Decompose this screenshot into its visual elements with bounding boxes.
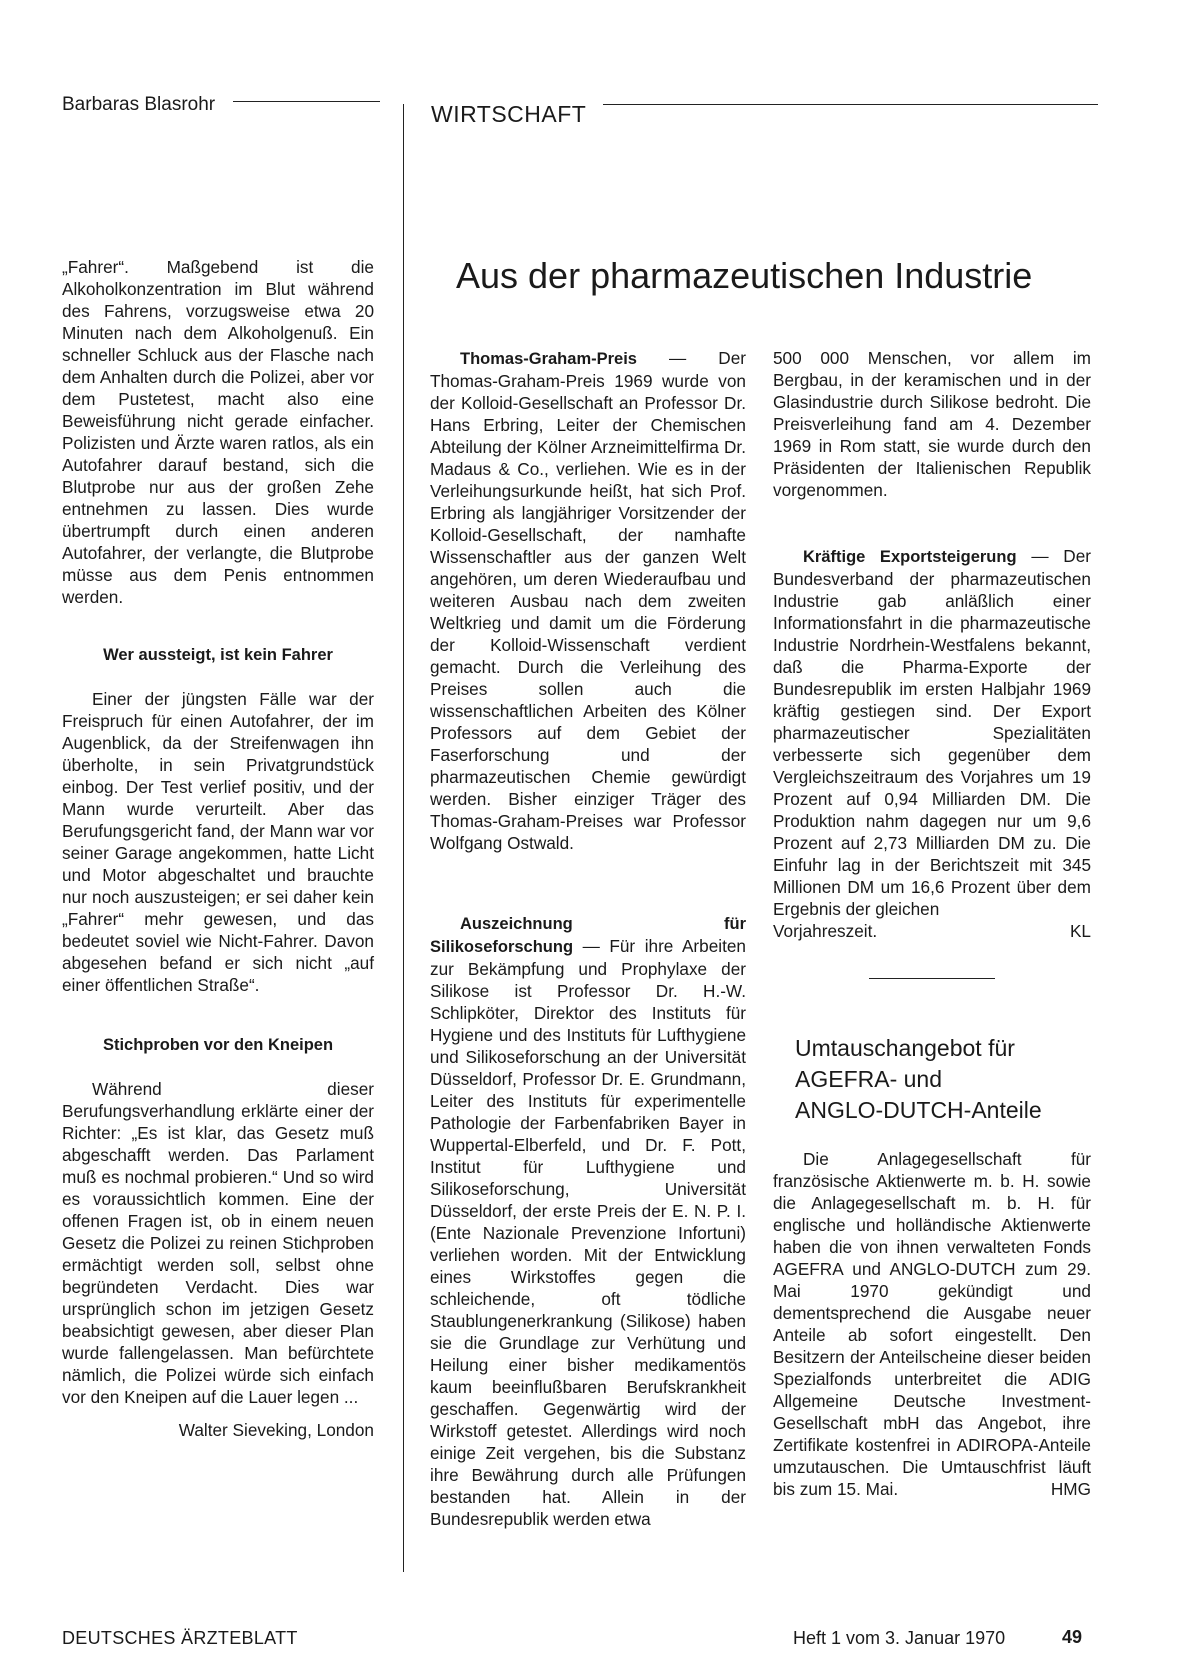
box-title-line-3: ANGLO-DUTCH-Anteile <box>795 1097 1042 1123</box>
journal-name: DEUTSCHES ÄRZTEBLATT <box>62 1628 298 1648</box>
article-silikose-body: — Für ihre Arbeiten zur Bekämpfung und Prophylaxe der Silikose ist Professor Dr. H.-W. Schlipköter, Direktor des Instituts für Hygiene und des Instituts für Lufthygiene und Silikoseforschung an der Universität Düsseldorf, Professor Dr. E. Grundmann, Leiter des Instituts für experimentelle Pathologie der Farbenfabriken Bayer in Wuppertal-Elberfeld, und Dr. F. Pott, Institut für Lufthygiene und Silikoseforschung, Universität Düsseldorf, der erste Preis der E. N. P. I. (Ente Nazionale Prevenzione Infortuni) verliehen worden. Mit der Entwicklung eines Wirkstoffes gegen die schleichende, oft tödliche Staublungenerkrankung (Silikose) haben sie die Grundlage zur Verhütung und Heilung einer bisher medikamentös kaum beeinflußbaren Berufskrankheit geschaffen. Gegenwärtig wird der Wirkstoff getestet. Allerdings wird noch einige Zeit vergehen, bis die Substanz ihre Bewährung durch alle Prüfungen bestanden hat. Allein in der Bundesrepublik werden etwa <box>430 936 746 1529</box>
subheading-stichproben: Stichproben vor den Kneipen <box>102 1036 334 1054</box>
column-divider <box>403 104 404 1572</box>
box-title <box>773 1033 1091 1126</box>
left-column <box>62 256 374 1441</box>
article-export-end: Vorjahreszeit. <box>773 921 878 941</box>
article-silikose-continued: 500 000 Menschen, vor allem im Bergbau, in der keramischen und in der Glasindustrie durch Silikose bedroht. Die Preisverleihung fand am 4. Dezember 1969 in Rom statt, sie wurde durch den Präsidenten der Italienischen Republik vorgenommen. <box>773 348 1091 500</box>
box-title-line-2: AGEFRA- und <box>795 1066 942 1092</box>
author-signature: Walter Sieveking, London <box>178 1420 374 1440</box>
article-silikose <box>430 912 746 1530</box>
page-number: 49 <box>1062 1627 1083 1647</box>
article-export-body: — Der Bundesverband der pharmazeutischen Industrie gab anläßlich einer Informationsfahrt in die pharmazeutische Industrie Nordrhein-Westfalens bekannt, daß die Pharma-Exporte der Bundesrepublik im ersten Halbjahr 1969 kräftig gestiegen sind. Der Export pharmazeutischer Spezialitäten verbesserte sich gegenüber dem Vergleichszeitraum des Vorjahres um 19 Prozent auf 0,94 Milliarden DM. Die Produktion nahm dagegen nur um 9,6 Prozent auf 2,73 Milliarden DM zu. Die Einfuhr lag in der Berichtszeit mit 345 Millionen DM um 16,6 Prozent über dem Ergebnis der gleichen <box>773 546 1092 919</box>
article-export <box>773 545 1091 920</box>
box-body-text: Die Anlagegesellschaft für französische Aktienwerte m. b. H. sowie die Anlagegesellschaft m. b. H. für englische und holländische Aktienwerte haben die von ihnen verwalteten Fonds AGEFRA und ANGLO-DUTCH zum 29. Mai 1970 gekündigt und dementsprechend die Ausgabe neuer Anteile ab sofort eingestellt. Den Besitzern der Anteilscheine dieser beiden Spezialfonds unterbreitet die ADIG Allgemeine Deutsche Investment-Gesellschaft mbH das Angebot, ihre Zertifikate kostenfrei in ADIROPA-Anteile umzutauschen. Die Umtauschfrist läuft bis zum 15. Mai. <box>773 1149 1091 1499</box>
box-title-line-1: Umtauschangebot für <box>795 1035 1015 1061</box>
subheading-export: Kräftige Exportsteigerung <box>803 548 1017 566</box>
subheading-thomas-graham: Thomas-Graham-Preis <box>460 350 637 368</box>
article-title: Aus der pharmazeutischen Industrie <box>456 255 1033 296</box>
running-title-left: Barbaras Blasrohr <box>62 94 216 115</box>
issue-info: Heft 1 vom 3. Januar 1970 <box>793 1628 1006 1648</box>
subheading-fahrer: Wer aussteigt, ist kein Fahrer <box>103 646 333 664</box>
article-thomas-graham <box>430 347 746 854</box>
header-rule-left <box>233 101 380 102</box>
left-paragraph-3: Während dieser Berufungsverhandlung erklärte einer der Richter: „Es ist klar, das Gesetz muß abgeschafft werden. Das Parlament muß es nochmal probieren.“ Und so wird es voraussichtlich kommen. Eine der offenen Fragen ist, ob in einem neuen Gesetz die Polizei zu reinen Stichproben ermächtigt werden soll, selbst ohne begründeten Verdacht. Dies war ursprünglich schon im jetzigen Gesetz beabsichtigt gewesen, aber dieser Plan wurde fallengelassen. Man befürchtete nämlich, die Polizei würde sich einfach vor den Kneipen auf die Lauer legen ... <box>62 1079 374 1407</box>
right-column <box>773 347 1091 1500</box>
subheading-silikose: Auszeichnung für Silikoseforschung <box>430 915 746 956</box>
article-thomas-graham-body: — Der Thomas-Graham-Preis 1969 wurde von der Kolloid-Gesellschaft an Professor Dr. Hans Erbring, Leiter der Chemischen Abteilung der Kölner Arzneimittelfirma Dr. Madaus & Co., verliehen. Wie es in der Verleihungsurkunde heißt, hat sich Prof. Erbring als langjähriger Vorsitzender der Kolloid-Gesellschaft, der namhafte Wissenschaftler aus der ganzen Welt angehören, um deren Wiederaufbau und weiteren Ausbau nach dem zweiten Weltkrieg und damit um die Förderung der Kolloid-Wissenschaft verdient gemacht. Durch die Verleihung des Preises sollen auch die wissenschaftlichen Arbeiten des Kölner Professors auf dem Gebiet der Faserforschung und der pharmazeutischen Chemie gewürdigt werden. Bisher einziger Träger des Thomas-Graham-Preises war Professor Wolfgang Ostwald. <box>430 348 746 853</box>
article-export-last-line <box>773 920 1091 942</box>
section-separator <box>869 978 995 979</box>
article-export-signature: KL <box>1069 921 1091 941</box>
box-signature: HMG <box>1050 1479 1091 1499</box>
middle-column <box>430 347 746 1530</box>
header-rule-right <box>603 104 1098 105</box>
left-paragraph-1: „Fahrer“. Maßgebend ist die Alkoholkonzentration im Blut während des Fahrens, vorzugsweise etwa 20 Minuten nach dem Alkoholgenuß. Ein schneller Schluck aus der Flasche nach dem Anhalten durch die Polizei, aber vor dem Pustetest, macht also eine Beweisführung nicht gerade einfacher. Polizisten und Ärzte waren ratlos, als ein Autofahrer darauf bestand, sich die Blutprobe nur aus der großen Zehe entnehmen zu lassen. Dies wurde übertrumpft durch einen anderen Autofahrer, der verlangte, die Blutprobe müsse aus dem Penis entnommen werden. <box>62 257 374 607</box>
box-body <box>773 1148 1091 1500</box>
section-heading: WIRTSCHAFT <box>431 101 587 127</box>
left-paragraph-2: Einer der jüngsten Fälle war der Freispruch für einen Autofahrer, der im Augenblick, da der Streifenwagen ihn überholte, in sein Privatgrundstück einbog. Der Test verlief positiv, und der Mann wurde verurteilt. Aber das Berufungsgericht fand, der Mann war vor seiner Garage angekommen, hatte Licht und Motor abgeschaltet und brauchte nur noch auszusteigen; er sei daher kein „Fahrer“ mehr gewesen, und das bedeutet soviel wie Nicht-Fahrer. Davon abgesehen befand er sich nicht „auf einer öffentlichen Straße“. <box>62 689 374 995</box>
